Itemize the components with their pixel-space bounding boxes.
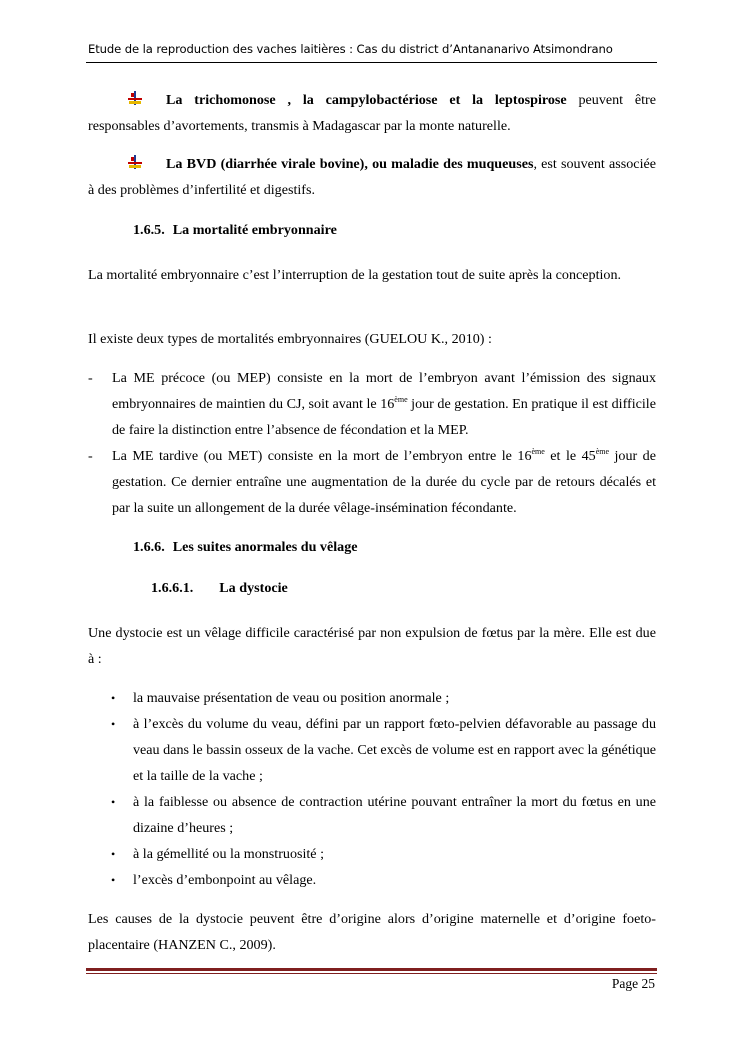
embryonic-mortality-list — [88, 365, 656, 521]
page-number: Page 25 — [611, 976, 655, 991]
paragraph-types-intro: Il existe deux types de mortalités embryonnaires (GUELOU K., 2010) : — [88, 331, 492, 347]
heading-1-6-5: 1.6.5. La mortalité embryonnaire — [133, 222, 337, 238]
list-item: • l’excès d’embonpoint au vêlage. — [111, 872, 317, 888]
paragraph-dystocia-definition: Une dystocie est un vêlage difficile caractérisé par non expulsion de fœtus par la mère. Elle est due à : — [88, 625, 656, 667]
footer-rule — [86, 968, 657, 971]
bvd-name: La BVD (diarrhée virale bovine), ou maladie des muqueuses — [166, 156, 534, 172]
list-item: - La ME tardive (ou MET) consiste en la mort de l’embryon entre le 16ème et le 45ème jour de gestation. Ce dernier entraîne une augmentation de la durée du cycle par de retours décalés et par la suite un allongement de la durée vêlage-insémination fécondante. — [88, 447, 656, 516]
list-item: • à la faiblesse ou absence de contraction utérine pouvant entraîner la mort du fœtus en une dizaine d’heures ; — [111, 794, 656, 836]
paragraph-bvd: La BVD (diarrhée virale bovine), ou maladie des muqueuses, est souvent associée à des problèmes d’infertilité et digestifs. — [88, 151, 656, 203]
dystocia-causes-list — [108, 685, 656, 893]
paragraph-dystocia-origins: Les causes de la dystocie peuvent être d’origine alors d’origine maternelle et d’origine foeto-placentaire (HANZEN C., 2009). — [88, 911, 656, 953]
running-header: Etude de la reproduction des vaches laitières : Cas du district d’Antananarivo Atsimondrano — [88, 42, 613, 56]
list-item: • à la gémellité ou la monstruosité ; — [111, 846, 325, 862]
list-item: • la mauvaise présentation de veau ou position anormale ; — [111, 690, 450, 706]
footer-rule-thin — [86, 973, 657, 974]
flag-bullet-icon — [128, 152, 142, 166]
list-item: - La ME précoce (ou MEP) consiste en la mort de l’embryon avant l’émission des signaux embryonnaires de maintien du CJ, soit avant le 16ème jour de gestation. En pratique il est difficile de faire la distinction entre l’absence de fécondation et la MEP. — [88, 370, 656, 438]
heading-1-6-6-1: 1.6.6.1. La dystocie — [151, 580, 288, 596]
paragraph-infections: La trichomonose , la campylobactériose et la leptospirose peuvent être responsables d’avortements, transmis à Madagascar par la monte naturelle. — [88, 87, 656, 139]
infection-names: La trichomonose , la campylobactériose et la leptospirose — [166, 92, 567, 108]
heading-1-6-6: 1.6.6. Les suites anormales du vêlage — [133, 539, 358, 555]
header-rule — [86, 62, 657, 63]
list-item: • à l’excès du volume du veau, défini par un rapport fœto-pelvien défavorable au passage du veau dans le bassin osseux de la vache. Cet excès de volume est en rapport avec la génétique et la taille de la vache ; — [111, 716, 656, 784]
flag-bullet-icon — [128, 88, 142, 102]
paragraph-definition: La mortalité embryonnaire c’est l’interruption de la gestation tout de suite après la conception. — [88, 267, 622, 283]
